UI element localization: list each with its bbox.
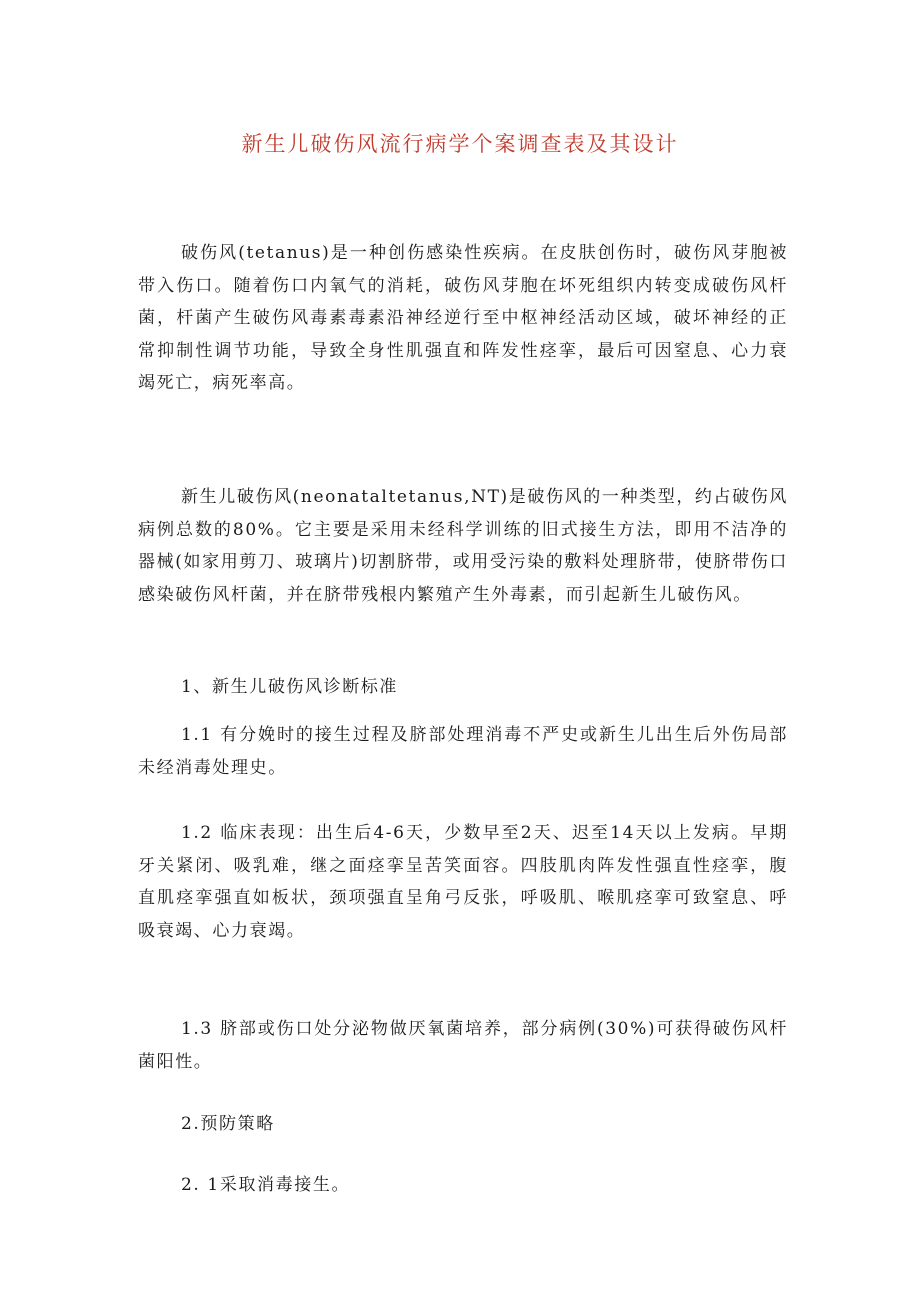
document-title: 新生儿破伤风流行病学个案调查表及其设计 <box>241 132 679 156</box>
section-1-1: 1.1 有分娩时的接生过程及脐部处理消毒不严史或新生儿出生后外伤局部未经消毒处理史。 <box>138 725 788 778</box>
section-1-heading: 1、新生儿破伤风诊断标准 <box>181 677 399 697</box>
section-1-2: 1.2 临床表现：出生后4-6天，少数早至2天、迟至14天以上发病。早期牙关紧闭、吸乳难，继之面痉挛呈苦笑面容。四肢肌肉阵发性强直性痉挛，腹直肌痉挛强直如板状，颈项强直呈角弓反张，呼吸肌、喉肌痉挛可致窒息、呼吸衰竭、心力衰竭。 <box>138 823 788 941</box>
paragraph-tetanus-intro: 破伤风(tetanus)是一种创伤感染性疾病。在皮肤创伤时，破伤风芽胞被带入伤口。随着伤口内氧气的消耗，破伤风芽胞在坏死组织内转变成破伤风杆菌，杆菌产生破伤风毒素毒素沿神经逆行至中枢神经活动区域，破坏神经的正常抑制性调节功能，导致全身性肌强直和阵发性痉挛，最后可因窒息、心力衰竭死亡，病死率高。 <box>138 243 788 393</box>
paragraph-neonatal-tetanus: 新生儿破伤风(neonataltetanus,NT)是破伤风的一种类型，约占破伤风病例总数的80%。它主要是采用未经科学训练的旧式接生方法，即用不洁净的器械(如家用剪刀、玻璃片)切割脐带，或用受污染的敷料处理脐带，使脐带伤口感染破伤风杆菌，并在脐带残根内繁殖产生外毒素，而引起新生儿破伤风。 <box>138 487 788 605</box>
section-2-1: 2. 1采取消毒接生。 <box>181 1175 351 1195</box>
section-2-heading: 2.预防策略 <box>181 1114 275 1134</box>
section-1-3: 1.3 脐部或伤口处分泌物做厌氧菌培养，部分病例(30%)可获得破伤风杆菌阳性。 <box>138 1019 788 1072</box>
